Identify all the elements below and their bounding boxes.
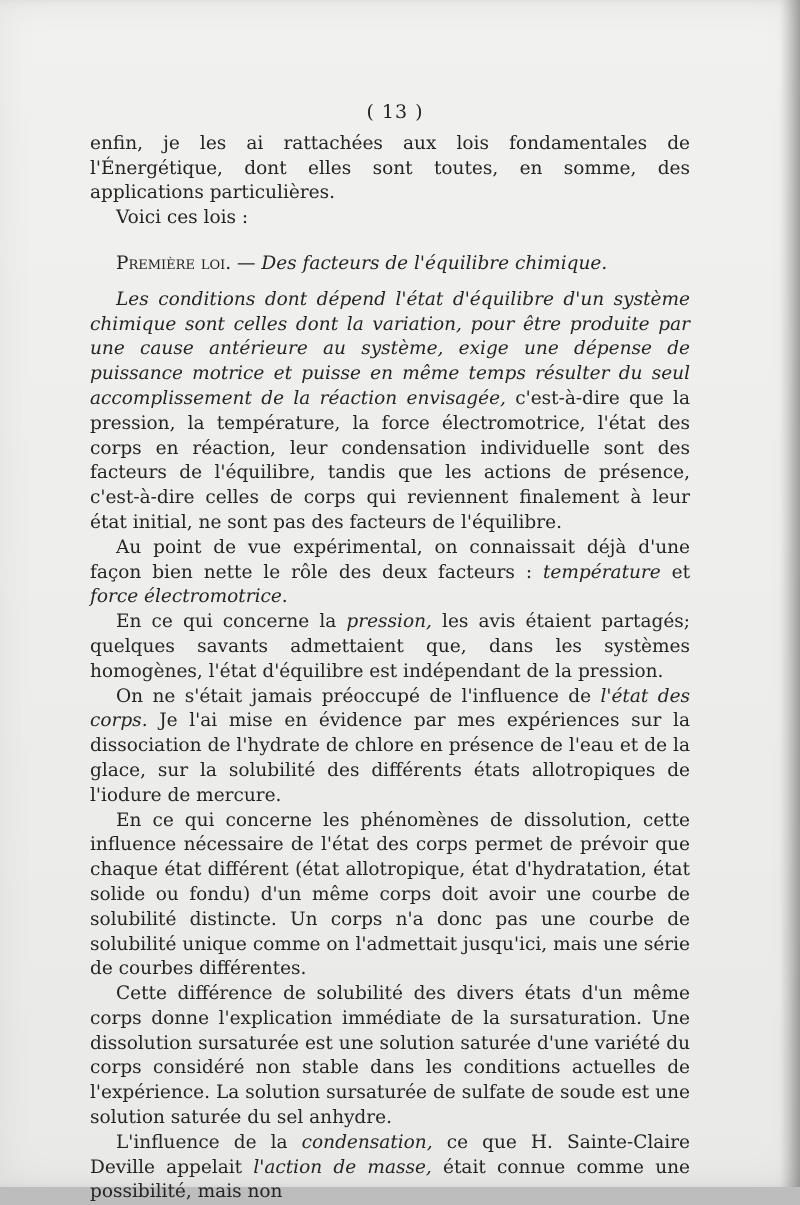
- law-statement: [90, 288, 690, 536]
- paragraph-pression-after: les avis étaient partagés; quelques savants admettaient que, dans les systèmes homogènes, l'état d'équilibre est indépendant de la pression.: [90, 611, 690, 682]
- law-statement-italic: Les conditions dont dépend l'état d'équilibre d'un système chimique sont celles dont la variation, pour être produite par une cause antérieure au système, exige une dépense de puissance motrice et puisse en même temps résulter du seul accomplissement de la réaction envisagée,: [90, 288, 690, 409]
- term-action-de-masse: l'action de masse,: [253, 1156, 432, 1178]
- paragraph-experimental: [90, 536, 690, 610]
- law-label: Première loi.: [116, 252, 232, 274]
- page-text: [90, 100, 690, 1205]
- term-temperature: température: [542, 561, 661, 583]
- paragraph-experimental-between: et: [660, 561, 691, 583]
- paragraph-etat: [90, 685, 690, 809]
- paragraph-dissolution: En ce qui concerne les phénomènes de dissolution, cette influence nécessaire de l'état des corps permet de prévoir que chaque état différent (état allotropique, état d'hydratation, état solide ou fondu) d'un même corps doit avoir une courbe de solubilité distincte. Un corps n'a donc pas une courbe de solubilité unique comme on l'admettait jusqu'ici, mais une série de courbes différentes.: [90, 809, 690, 980]
- paragraph-voici: Voici ces lois :: [116, 207, 249, 229]
- term-etat-des-corps: l'état des corps: [90, 685, 691, 732]
- paragraph-intro: [90, 132, 690, 206]
- law-dash: —: [231, 252, 262, 274]
- paragraph-condensation-before: L'influence de la: [116, 1131, 302, 1153]
- paragraph-pression-before: En ce qui concerne la: [116, 611, 347, 633]
- paragraph-intro-text: enfin, je les ai rattachées aux lois fondamentales de l'Énergétique, dont elles sont toutes, en somme, des applications particulières.: [90, 132, 690, 204]
- term-force-electromotrice: force électromotrice: [90, 586, 282, 608]
- paragraph-sursaturation: Cette différence de solubilité des divers états d'un même corps donne l'explication immédiate de la sursaturation. Une dissolution sursaturée est une solution saturée d'une variété du corps considéré non stable dans les conditions actuelles de l'expérience. La solution sursaturée de sulfate de soude est une solution saturée du sel anhydre.: [90, 983, 690, 1129]
- page-number: ( 13 ): [366, 101, 424, 123]
- paragraph-pression: [90, 610, 690, 684]
- law-statement-rest: c'est-à-dire que la pression, la température, la force électromotrice, l'état des corps en réaction, leur condensation individuelle sont des facteurs de l'équilibre, tandis que les actions de présence, c'est-à-dire celles de corps qui reviennent finalement à leur état initial, ne sont pas des facteurs de l'équilibre.: [90, 387, 691, 533]
- paragraph-experimental-after: .: [281, 586, 288, 608]
- paragraph-etat-after: . Je l'ai mise en évidence par mes expériences sur la dissociation de l'hydrate de chlore en présence de l'eau et de la glace, sur la solubilité des différents états allotropiques de l'iodure de mercure.: [90, 710, 690, 806]
- law-heading: [90, 252, 690, 277]
- term-condensation: condensation,: [301, 1131, 433, 1153]
- law-title: Des facteurs de l'équilibre chimique.: [261, 252, 608, 274]
- page-spine-shadow: [780, 0, 800, 1187]
- paragraph-condensation-middle: ce que H. Sainte-Claire Deville appelait: [90, 1131, 691, 1178]
- paragraph-condensation-after: était connue comme une possibilité, mais non: [90, 1156, 690, 1203]
- term-pression: pression,: [346, 611, 432, 633]
- paragraph-experimental-before: Au point de vue expérimental, on connaissait déjà d'une façon bien nette le rôle des deux facteurs :: [90, 536, 690, 583]
- paragraph-condensation: [90, 1131, 690, 1205]
- paragraph-etat-before: On ne s'était jamais préoccupé de l'influence de: [116, 685, 601, 707]
